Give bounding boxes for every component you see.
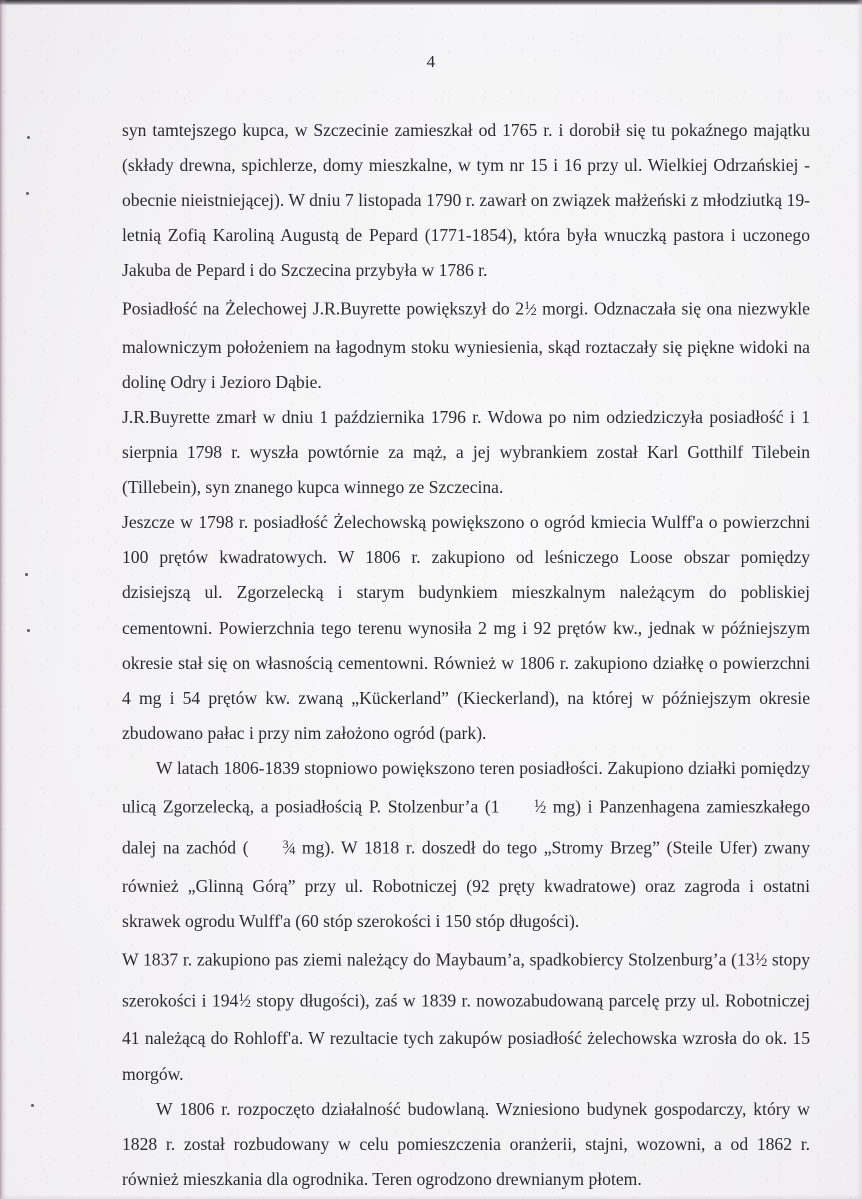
paragraph: syn tamtejszego kupca, w Szczecinie zamieszkał od 1765 r. i dorobił się tu pokaźnego majątku (składy drewna, spichlerze, domy mieszkalne, w tym nr 15 i 16 przy ul. Wielkiej Odrzańskiej - obecnie nieistniejącej). W dniu 7 listopada 1790 r. zawarł on związek małżeński z młodziutką 19-letnią Zofią Karoliną Augustą de Pepard (1771-1854), która była wnuczką pastora i uczonego Jakuba de Pepard i do Szczecina przybyła w 1786 r. bbox=[122, 120, 810, 281]
inline-fraction: $^1$⁄2 bbox=[754, 948, 768, 970]
inline-fraction: $^3$⁄4 bbox=[282, 837, 296, 858]
scan-edge-right bbox=[856, 0, 862, 1199]
paragraph: W 1837 r. zakupiono pas ziemi należący do Maybaum’a, spadkobiercy Stolzenburg’a ($13^1⁄2$ stopy szerokości i $194^1⁄2$ stopy długości), zaś w 1839 r. nowozabudowaną parcelę przy ul. Robotniczej 41 należącą do Rohloff'a. W rezultacie tych zakupów posiadłość żelechowska wzrosła do ok. 15 morgów. bbox=[122, 939, 810, 1092]
page-number: 4 bbox=[426, 52, 436, 71]
inline-fraction: $^1$⁄2 bbox=[524, 298, 537, 319]
inline-fraction: $^1$⁄2 bbox=[533, 796, 547, 817]
scan-speck bbox=[31, 1104, 34, 1107]
scan-speck bbox=[27, 136, 30, 139]
paragraph: Posiadłość na Żelechowej J.R.Buyrette powiększył do $2^1⁄2$ morgi. Odznaczała się ona niezwykle malowniczym położeniem na łagodnym stoku wyniesienia, skąd roztaczały się piękne widoki na dolinę Odry i Jezioro Dąbie. bbox=[122, 288, 810, 400]
scan-speck bbox=[27, 629, 30, 632]
scan-speck bbox=[26, 192, 29, 195]
scan-edge-top bbox=[0, 0, 862, 5]
inline-fraction: $^1$⁄2 bbox=[238, 990, 251, 1011]
body-text-column bbox=[122, 113, 810, 1197]
paragraph: W 1806 r. rozpoczęto działalność budowlaną. Wzniesiono budynek gospodarczy, który w 1828 r. został rozbudowany w celu pomieszczenia oranżerii, stajni, wozowni, a od 1862 r. również mieszkania dla ogrodnika. Teren ogrodzono drewnianym płotem. bbox=[122, 1098, 810, 1189]
paragraph: W latach 1806-1839 stopniowo powiększono teren posiadłości. Zakupiono działki pomiędzy ulicą Zgorzelecką, a posiadłością P. Stolzenbur’a (1 $^1$⁄2 mg) i Panzenhagena zamieszkałego dalej na zachód ( $^3$⁄4 mg). W 1818 r. doszedł do tego „Stromy Brzeg” (Steile Ufer) zwany również „Glinną Górą” przy ul. Robotniczej (92 pręty kwadratowe) oraz zagroda i ostatni skrawek ogrodu Wulff'a (60 stóp szerokości i 150 stóp długości). bbox=[122, 757, 811, 931]
paragraph: Jeszcze w 1798 r. posiadłość Żelechowską powiększono o ogród kmiecia Wulff'a o powierzchni 100 prętów kwadratowych. W 1806 r. zakupiono od leśniczego Loose obszar pomiędzy dzisiejszą ul. Zgorzelecką i starym budynkiem mieszkalnym należącym do pobliskiej cementowni. Powierzchnia tego terenu wynosiła 2 mg i 92 prętów kw., jednak w późniejszym okresie stał się on własnością cementowni. Również w 1806 r. zakupiono działkę o powierzchni 4 mg i 54 prętów kw. zwaną „Kückerland” (Kieckerland), na której w późniejszym okresie zbudowano pałac i przy nim założono ogród (park). bbox=[122, 512, 810, 743]
scan-speck bbox=[25, 573, 28, 576]
paragraph: J.R.Buyrette zmarł w dniu 1 października 1796 r. Wdowa po nim odziedziczyła posiadłość i 1 sierpnia 1798 r. wyszła powtórnie za mąż, a jej wybrankiem został Karl Gotthilf Tilebein (Tillebein), syn znanego kupca winnego ze Szczecina. bbox=[122, 406, 810, 498]
scan-edge-left bbox=[0, 0, 7, 1199]
